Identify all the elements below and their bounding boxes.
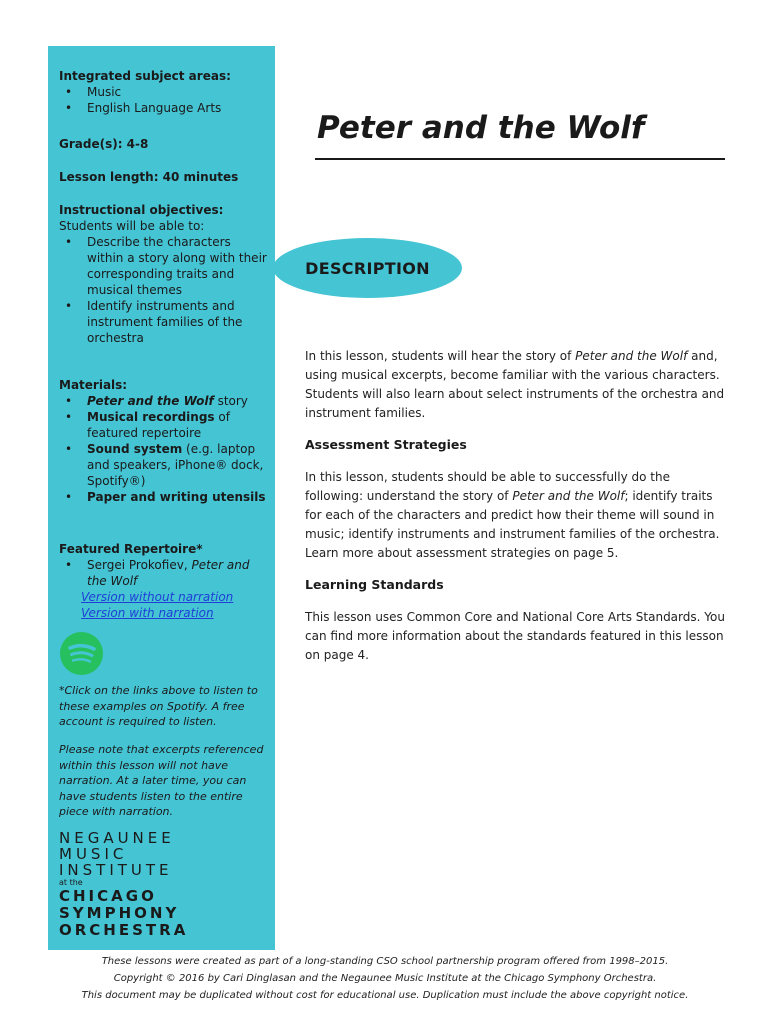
text-run-italic: Peter and the Wolf [575, 349, 688, 363]
material-bold: Musical recordings [87, 410, 215, 424]
description-paragraph [305, 347, 730, 423]
standards-paragraph: This lesson uses Common Core and National Core Arts Standards. You can find more information about the standards featured in this lesson on page 4. [305, 610, 725, 662]
logo-line: MUSIC [59, 845, 128, 863]
material-bold: Paper and writing utensils [87, 490, 266, 504]
materials-section [59, 377, 269, 505]
logo-line: INSTITUTE [59, 861, 173, 879]
title-divider [315, 158, 725, 160]
footer-line: These lessons were created as part of a long-standing CSO school partnership program offered from 1998–2015. [101, 956, 669, 967]
list-item [59, 489, 269, 505]
subjects-heading: Integrated subject areas: [59, 69, 231, 83]
spotify-note: *Click on the links above to listen to these examples on Spotify. A free account is required to listen. [59, 684, 258, 728]
logo-line: ORCHESTRA [59, 921, 189, 939]
logo-line: NEGAUNEE [59, 829, 175, 847]
description-badge [273, 238, 462, 298]
list-item: • English Language Arts [59, 100, 269, 116]
list-item [59, 393, 269, 409]
link-version-without-narration[interactable]: Version without narration [81, 590, 234, 604]
assessment-paragraph [305, 468, 730, 563]
logo-line: at the [59, 878, 83, 887]
list-item: • Music [59, 84, 269, 100]
link-version-with-narration[interactable]: Version with narration [81, 606, 214, 620]
repertoire-section [59, 541, 269, 621]
footer-line: Copyright © 2016 by Cari Dinglasan and the Negaunee Music Institute at the Chicago Symphony Orchestra. [113, 973, 657, 984]
objectives-section [59, 202, 269, 346]
text-run: In this lesson, students should be able to successfully do the following: understand the story of [305, 470, 670, 503]
negaunee-cso-logo [59, 830, 264, 939]
standards-heading: Learning Standards [305, 577, 444, 592]
text-run: ; identify traits for each of the characters and predict how their theme will sound in music; identify instruments and instrument families of the orchestra. Learn more about assessment strategies on page 5. [305, 489, 720, 560]
objectives-heading: Instructional objectives: [59, 203, 224, 217]
description-label: DESCRIPTION [305, 258, 430, 278]
lesson-length: Lesson length: 40 minutes [59, 170, 239, 184]
narration-note: Please note that excerpts referenced within this lesson will not have narration. At a later time, you can have students listen to the entire piece with narration. [59, 743, 264, 818]
text-run: and, using musical excerpts, become familiar with the various characters. Students will also learn about select instruments of the orchestra and instrument families. [305, 349, 725, 420]
spotify-icon[interactable] [60, 632, 103, 675]
list-item [59, 441, 269, 489]
objectives-intro: Students will be able to: [59, 219, 205, 233]
page-title: Peter and the Wolf [317, 110, 645, 146]
text-run-italic: Peter and the Wolf [512, 489, 625, 503]
logo-line: CHICAGO [59, 887, 157, 905]
list-item [59, 409, 269, 441]
material-bold: Peter and the Wolf [87, 394, 214, 408]
grades: Grade(s): 4-8 [59, 137, 149, 151]
repertoire-heading: Featured Repertoire* [59, 542, 203, 556]
materials-heading: Materials: [59, 378, 128, 392]
list-item: • Describe the characters within a story along with their corresponding traits and musical themes [59, 234, 269, 298]
footer [60, 953, 710, 1004]
list-item [59, 557, 269, 589]
repertoire-composer: Sergei Prokofiev, [87, 558, 192, 572]
subjects-section [59, 68, 269, 116]
footer-line: This document may be duplicated without cost for educational use. Duplication must include the above copyright notice. [81, 990, 689, 1001]
list-item: • Identify instruments and instrument families of the orchestra [59, 298, 269, 346]
repertoire-title: Peter and the Wolf [87, 558, 250, 588]
material-rest: of featured repertoire [87, 410, 230, 440]
material-rest: story [213, 394, 248, 408]
material-bold: Sound system [87, 442, 183, 456]
logo-line: SYMPHONY [59, 904, 180, 922]
assessment-heading: Assessment Strategies [305, 437, 467, 452]
material-rest: (e.g. laptop and speakers, iPhone® dock, Spotify®) [87, 442, 264, 488]
text-run: In this lesson, students will hear the story of [305, 349, 576, 363]
